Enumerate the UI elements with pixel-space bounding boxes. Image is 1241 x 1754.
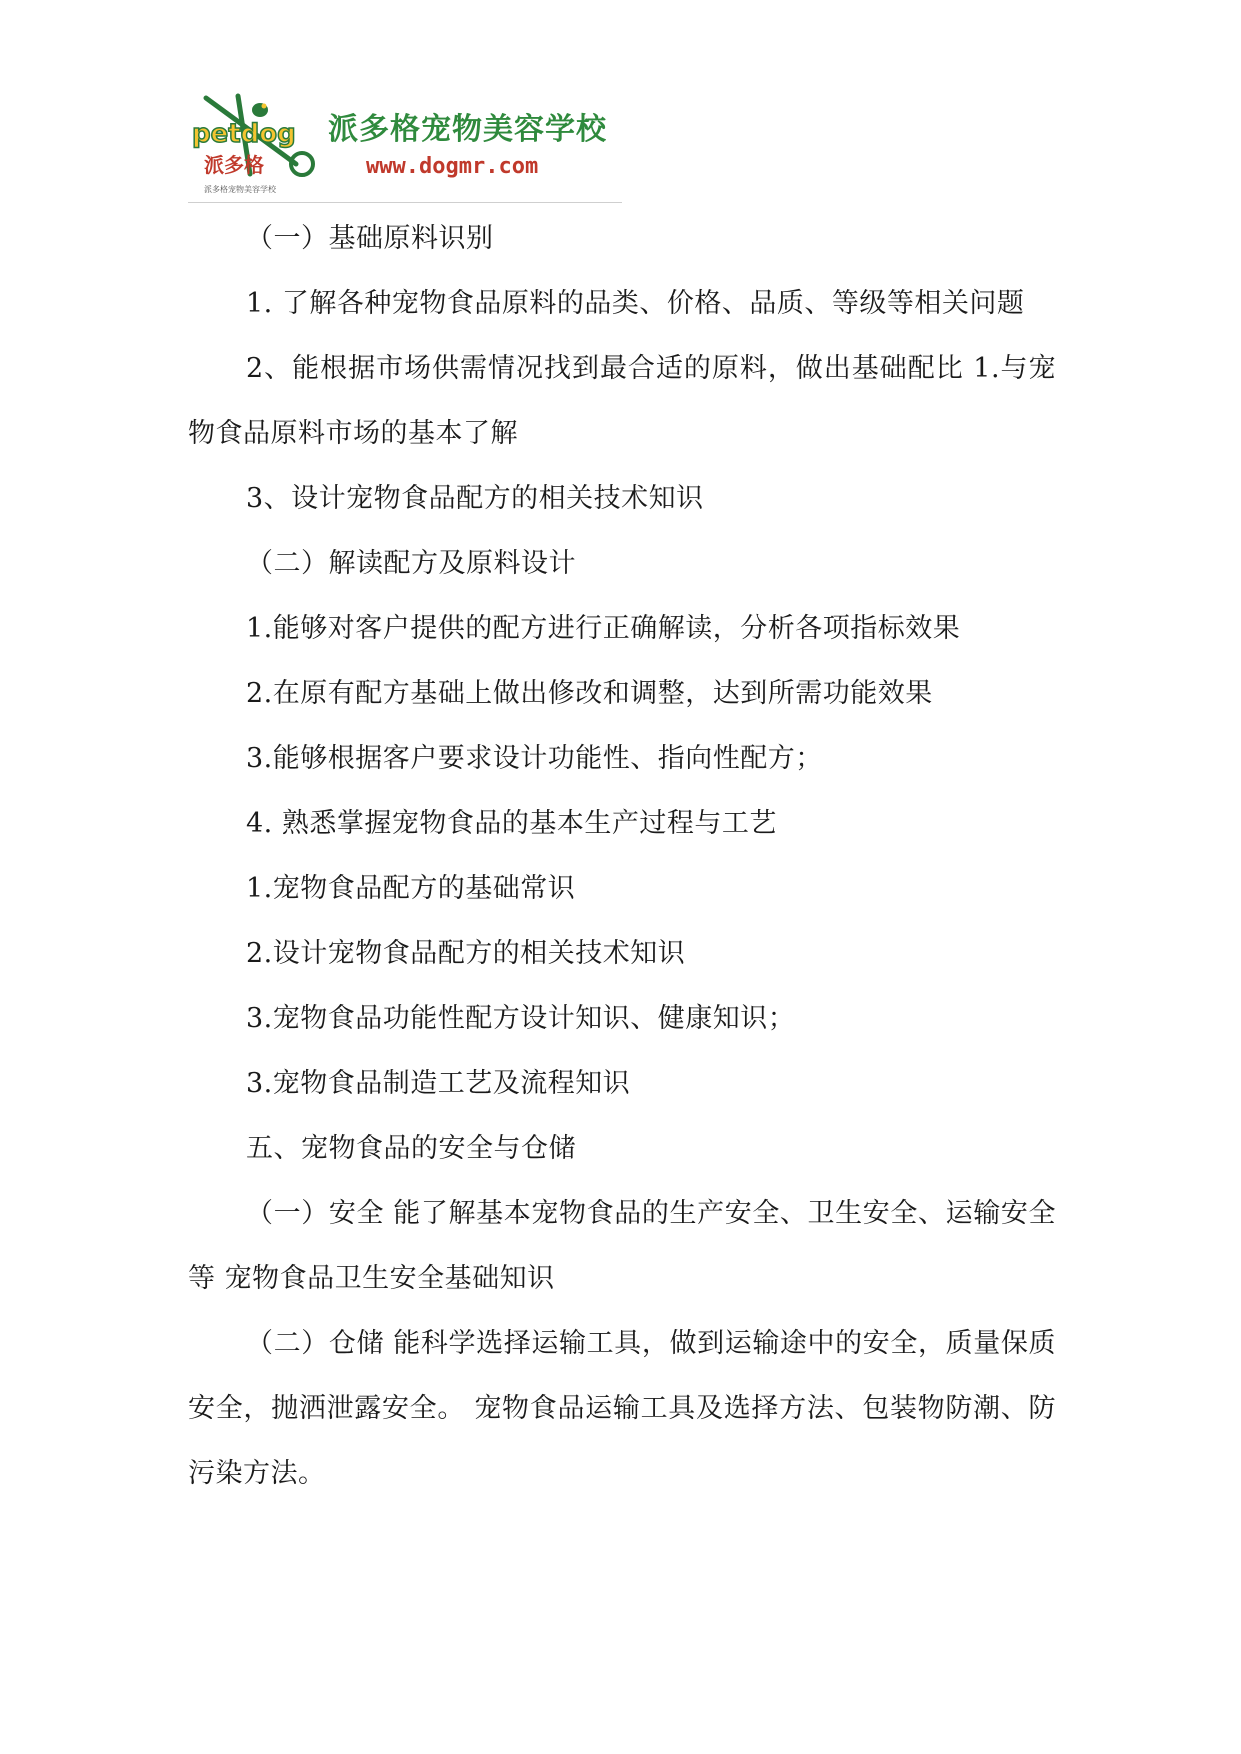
section-heading: 五、宠物食品的安全与仓储 <box>246 1133 576 1164</box>
paragraph: 1.宠物食品配方的基础常识 <box>246 873 576 904</box>
petdog-logo <box>188 92 328 200</box>
paragraph: 3.宠物食品制造工艺及流程知识 <box>246 1068 631 1099</box>
page-header <box>188 92 622 203</box>
paragraph: 4. 熟悉掌握宠物食品的基本生产过程与工艺 <box>246 808 777 839</box>
paragraph: 2.在原有配方基础上做出修改和调整，达到所需功能效果 <box>246 678 933 709</box>
paragraph: （二）解读配方及原料设计 <box>246 548 576 579</box>
document-body <box>188 206 1056 1506</box>
logo-petdog-text: petdog <box>192 119 296 149</box>
logo-cn-text: 派多格 <box>204 153 264 177</box>
paragraph: 2、能根据市场供需情况找到最合适的原料，做出基础配比 1.与宠物食品原料市场的基本了解 <box>188 353 1056 449</box>
paragraph: （二）仓储 能科学选择运输工具，做到运输途中的安全，质量保质安全，抛洒泄露安全。 宠物食品运输工具及选择方法、包装物防潮、防污染方法。 <box>188 1328 1056 1489</box>
paragraph: （一）安全 能了解基本宠物食品的生产安全、卫生安全、运输安全等 宠物食品卫生安全基础知识 <box>188 1198 1056 1294</box>
paragraph: 1.能够对客户提供的配方进行正确解读，分析各项指标效果 <box>246 613 961 644</box>
paragraph: 3.宠物食品功能性配方设计知识、健康知识； <box>246 1003 796 1034</box>
school-name: 派多格宠物美容学校 <box>328 112 607 147</box>
paragraph: 2.设计宠物食品配方的相关技术知识 <box>246 938 686 969</box>
school-url: www.dogmr.com <box>366 154 539 179</box>
paragraph: 3.能够根据客户要求设计功能性、指向性配方； <box>246 743 823 774</box>
paragraph: （一）基础原料识别 <box>246 223 494 254</box>
paragraph: 1. 了解各种宠物食品原料的品类、价格、品质、等级等相关问题 <box>246 288 1025 319</box>
logo-small-text: 派多格宠物美容学校 <box>204 185 276 194</box>
paragraph: 3、设计宠物食品配方的相关技术知识 <box>246 483 704 514</box>
